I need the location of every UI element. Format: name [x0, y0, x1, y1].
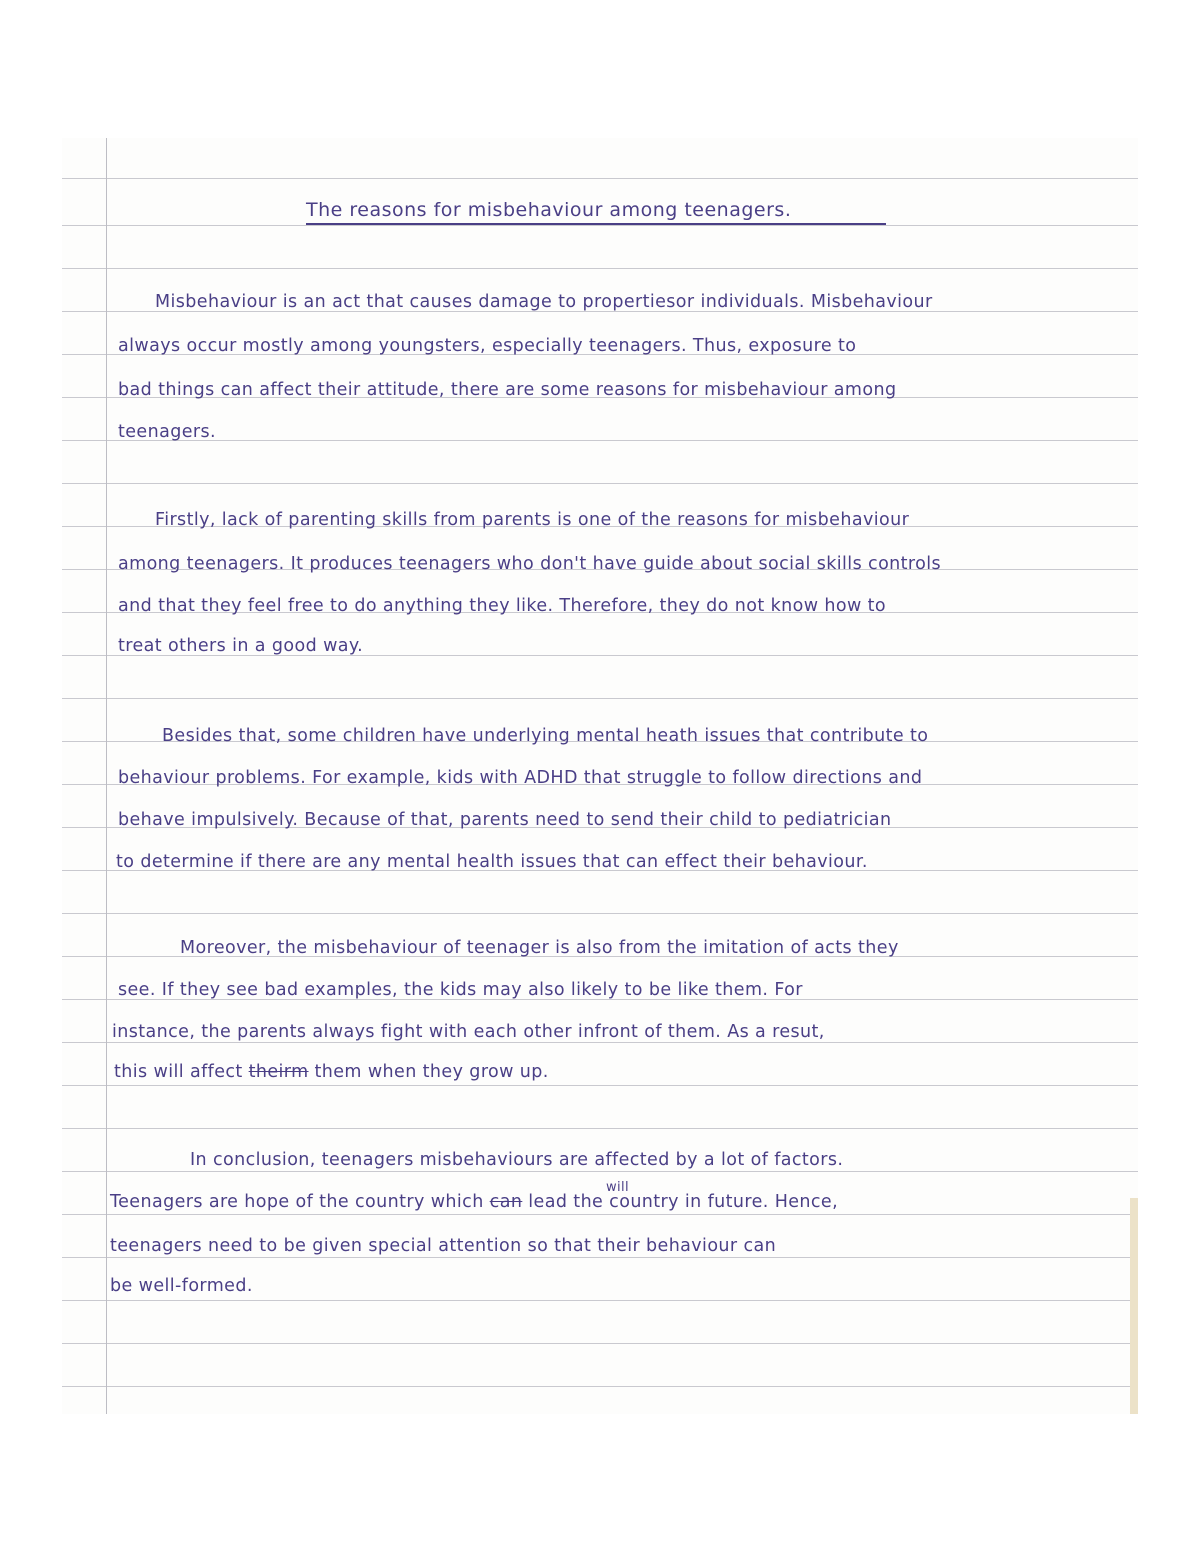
paragraph-4-line-1: Moreover, the misbehaviour of teenager is also from the imitation of acts they: [180, 938, 899, 958]
paragraph-5-line-4: be well-formed.: [110, 1276, 253, 1296]
crossed-out-word: can: [489, 1192, 523, 1212]
paragraph-3-line-4: to determine if there are any mental health issues that can effect their behaviour.: [116, 852, 868, 872]
paragraph-5-line-3: teenagers need to be given special attention so that their behaviour can: [110, 1236, 777, 1256]
ruled-line: [62, 1300, 1138, 1301]
paragraph-4-line-2: see. If they see bad examples, the kids may also likely to be like them. For: [118, 980, 803, 1000]
ruled-line: [62, 483, 1138, 484]
ruled-line: [62, 1343, 1138, 1344]
ruled-line: [62, 913, 1138, 914]
paragraph-2-line-1: Firstly, lack of parenting skills from parents is one of the reasons for misbehaviour: [155, 510, 910, 530]
ruled-line: [62, 178, 1138, 179]
line-text: lead the country in future. Hence,: [528, 1192, 839, 1212]
paragraph-5-line-1: In conclusion, teenagers misbehaviours are affected by a lot of factors.: [190, 1150, 844, 1170]
paragraph-1-line-1: Misbehaviour is an act that causes damage to propertiesor individuals. Misbehaviour: [155, 292, 933, 312]
ruled-line: [62, 225, 1138, 226]
ruled-line: [62, 1128, 1138, 1129]
inserted-word: will: [606, 1180, 630, 1195]
title-underline: [306, 223, 886, 225]
essay-title: The reasons for misbehaviour among teenagers.: [306, 199, 792, 221]
line-text: this will affect: [114, 1062, 243, 1082]
margin-line: [106, 138, 107, 1414]
ruled-line: [62, 1386, 1138, 1387]
paragraph-3-line-3: behave impulsively. Because of that, parents need to send their child to pediatrician: [118, 810, 892, 830]
ruled-line: [62, 1171, 1138, 1172]
paragraph-2-line-4: treat others in a good way.: [118, 636, 364, 656]
ruled-line: [62, 1085, 1138, 1086]
ruled-line: [62, 268, 1138, 269]
line-text: Teenagers are hope of the country which: [110, 1192, 484, 1212]
paragraph-4-line-3: instance, the parents always fight with each other infront of them. As a resut,: [112, 1022, 825, 1042]
ruled-line: [62, 1214, 1138, 1215]
line-text: them when they grow up.: [314, 1062, 549, 1082]
paragraph-4-line-4: [114, 1062, 549, 1082]
paragraph-1-line-2: always occur mostly among youngsters, especially teenagers. Thus, exposure to: [118, 336, 857, 356]
paragraph-2-line-3: and that they feel free to do anything they like. Therefore, they do not know how to: [118, 596, 887, 616]
paragraph-3-line-1: Besides that, some children have underlying mental heath issues that contribute to: [162, 726, 929, 746]
paragraph-3-line-2: behaviour problems. For example, kids with ADHD that struggle to follow directions and: [118, 768, 923, 788]
ruled-line: [62, 440, 1138, 441]
ruled-line: [62, 1257, 1138, 1258]
paragraph-5-line-2: [110, 1192, 838, 1212]
page-edge-shadow: [1130, 1198, 1138, 1414]
crossed-out-word: theirm: [248, 1062, 309, 1082]
paragraph-1-line-3: bad things can affect their attitude, there are some reasons for misbehaviour among: [118, 380, 897, 400]
paragraph-2-line-2: among teenagers. It produces teenagers who don't have guide about social skills controls: [118, 554, 942, 574]
ruled-line: [62, 698, 1138, 699]
paragraph-1-line-4: teenagers.: [118, 422, 216, 442]
ruled-line: [62, 1042, 1138, 1043]
